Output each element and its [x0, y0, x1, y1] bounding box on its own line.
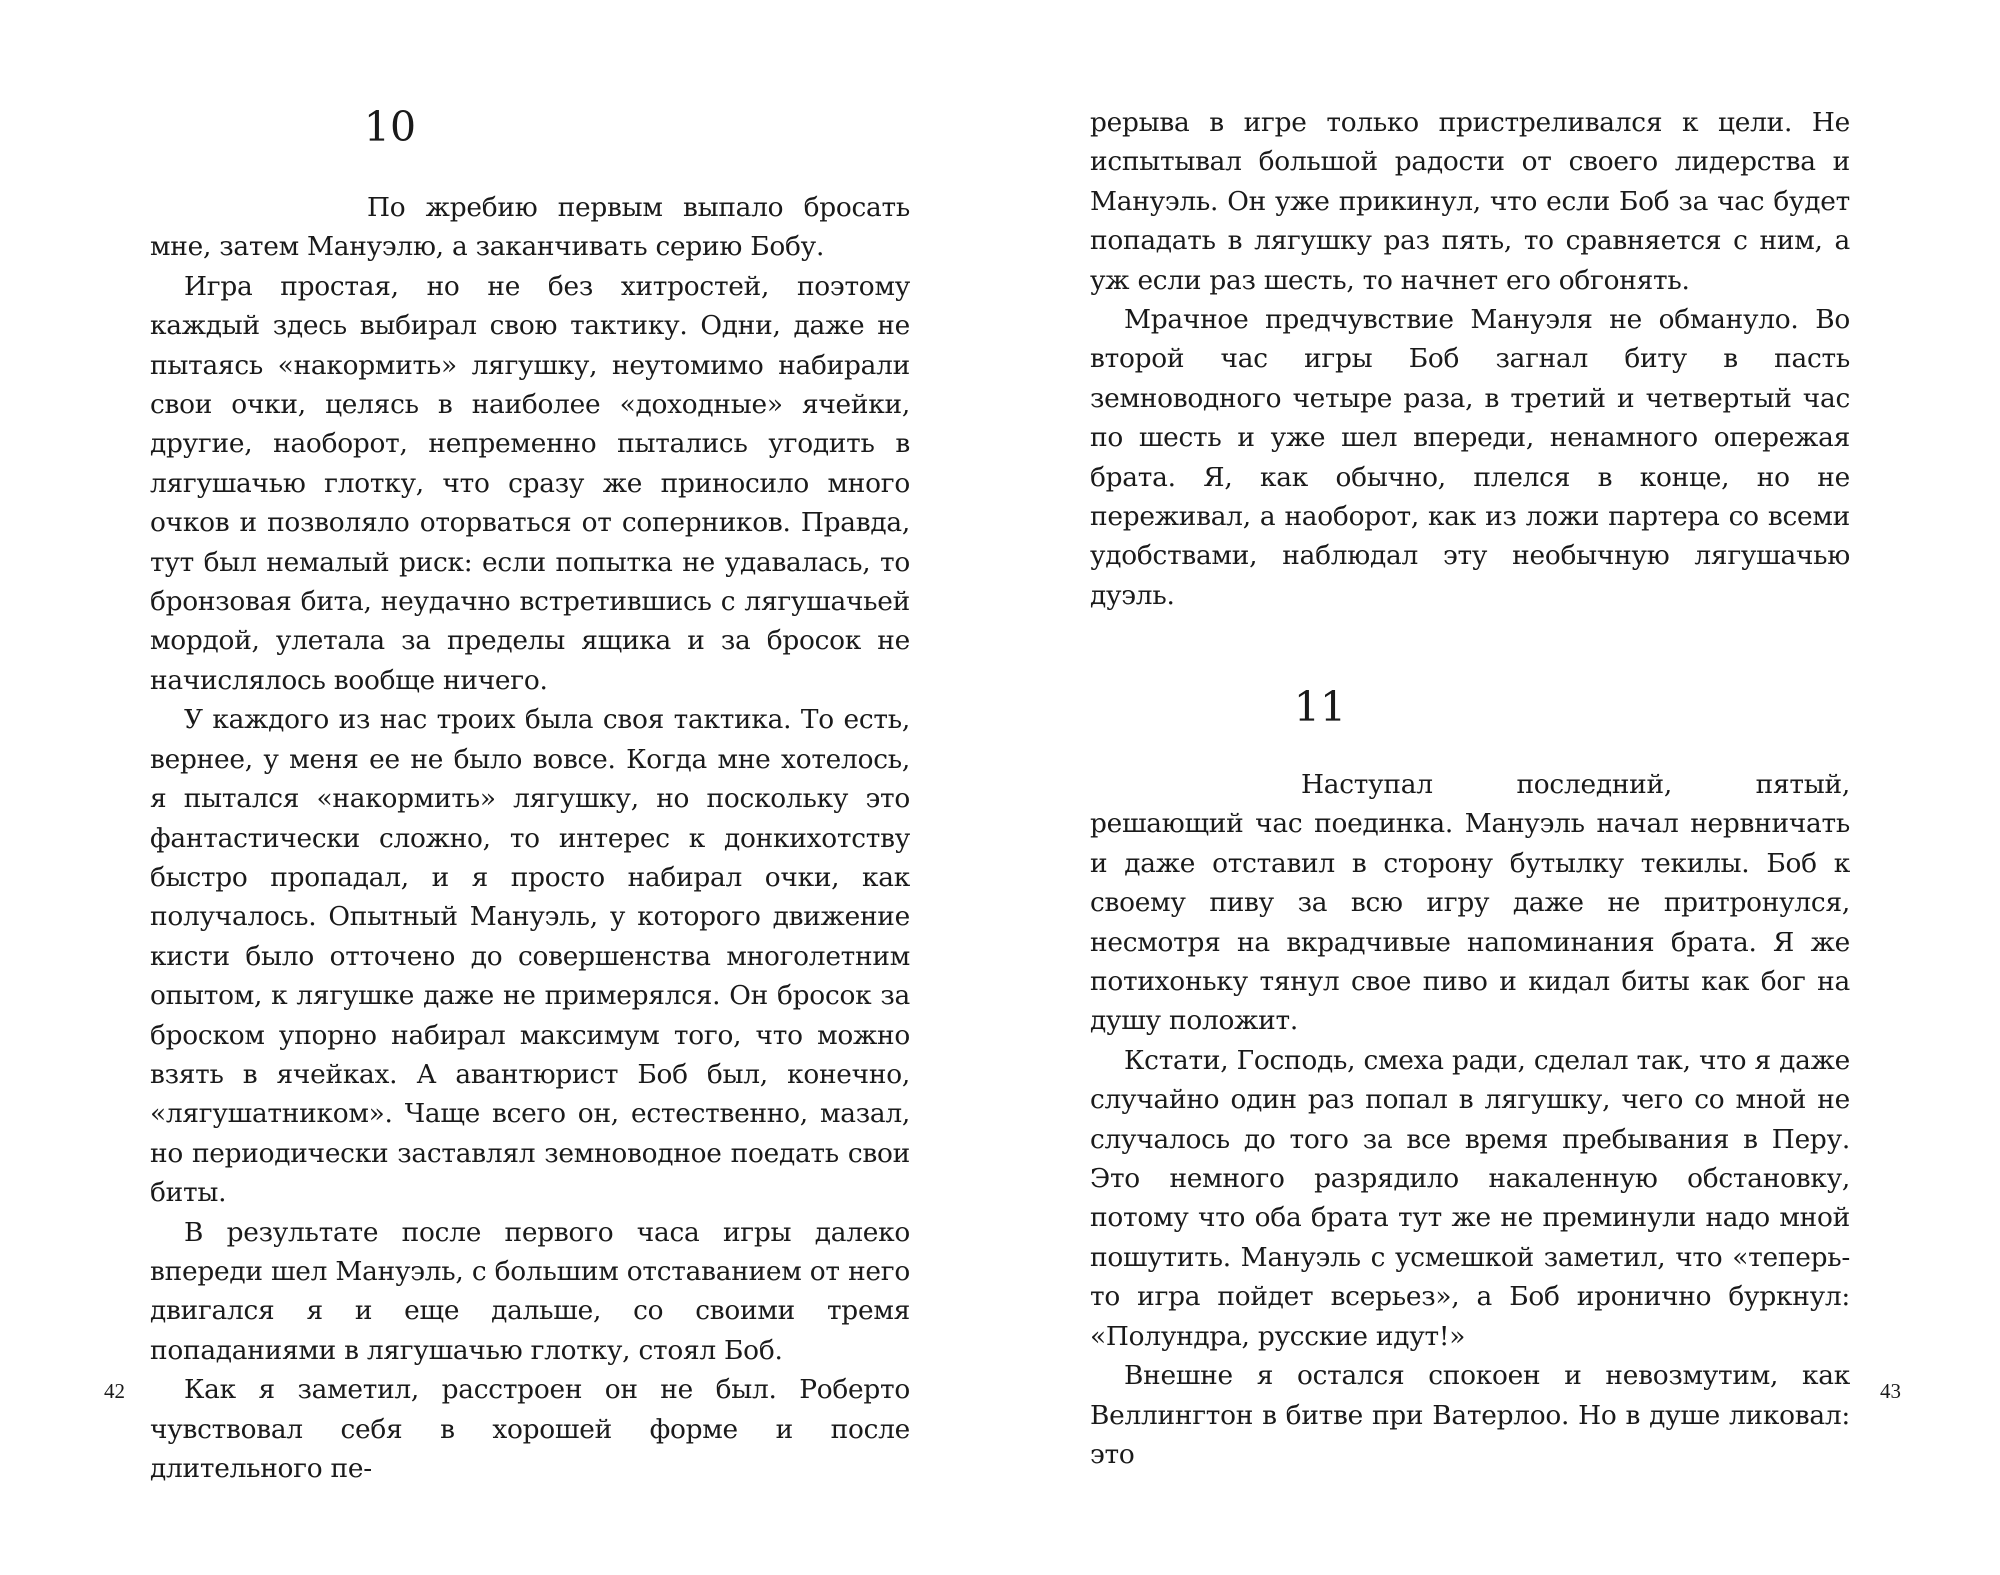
paragraph: Мрачное предчувствие Мануэля не обмануло. Во второй час игры Боб загнал биту в пасть земноводного четыре раза, в третий и четвертый час по шесть и уже шел впереди, ненамного опережая брата. Я, как обычно, плелся в конце, но не переживал, а наоборот, как из ложи партера со всеми удобствами, наблюдал эту необычную лягушачью дуэль.	[1090, 304, 1850, 611]
page-number-left: 42	[104, 1379, 125, 1403]
paragraph: В результате после первого часа игры далеко впереди шел Мануэль, с большим отставанием от него двигался я и еще дальше, со своими тремя попаданиями в лягушачью глотку, стоял Боб.	[150, 1216, 910, 1366]
paragraph: Игра простая, но не без хитростей, поэтому каждый здесь выбирал свою тактику. Одни, даже не пытаясь «накормить» лягушку, неутомимо набирали свои очки, целясь в наиболее «доходные» ячейки, другие, наоборот, непременно пытались угодить в лягушачью глотку, что сразу же приносило много очков и позволяло оторваться от соперников. Правда, тут был немалый риск: если попытка не удавалась, то бронзовая бита, неудачно встретившись с лягушачьей мордой, улетала за пределы ящика и за бросок не начислялось вообще ничего.	[150, 270, 910, 696]
page-number-right: 43	[1880, 1379, 1901, 1403]
paragraph: Как я заметил, расстроен он не был. Роберто чувствовал себя в хорошей форме и после длительного пе-	[150, 1374, 910, 1484]
paragraph: По жребию первым выпало бросать мне, затем Мануэлю, а заканчивать серию Бобу.	[150, 192, 910, 263]
right-page-text-ch11	[1090, 765, 1850, 1474]
chapter-number-11: 11	[1293, 683, 1347, 731]
paragraph: У каждого из нас троих была своя тактика. То есть, вернее, у меня ее не было вовсе. Когда мне хотелось, я пытался «накормить» лягушку, но поскольку это фантастически сложно, то интерес к донкихотству быстро пропадал, и я просто набирал очки, как получалось. Опытный Мануэль, у которого движение кисти было отточено до совершенства многолетним опытом, к лягушке даже не примерялся. Он бросок за броском упорно набирал максимум того, что можно взять в ячейках. А авантюрист Боб был, конечно, «лягушатником». Чаще всего он, естественно, мазал, но периодически заставлял земноводное поедать свои биты.	[150, 704, 910, 1209]
left-page-text	[150, 188, 910, 1488]
paragraph: Внешне я остался спокоен и невозмутим, как Веллингтон в битве при Ватерлоо. Но в душе ликовал: это	[1090, 1360, 1850, 1470]
right-page-text-ch10	[1090, 103, 1850, 615]
chapter-number-10: 10	[363, 103, 417, 151]
paragraph: Наступал последний, пятый, решающий час поединка. Мануэль начал нервничать и даже отставил в сторону бутылку текилы. Боб к своему пиву за всю игру даже не притронулся, несмотря на вкрадчивые напоминания брата. Я же потихоньку тянул свое пиво и кидал биты как бог на душу положит.	[1090, 769, 1850, 1037]
paragraph: Кстати, Господь, смеха ради, сделал так, что я даже случайно один раз попал в лягушку, чего со мной не случалось до того за все время пребывания в Перу. Это немного разрядило накаленную обстановку, потому что оба брата тут же не преминули надо мной пошутить. Мануэль с усмешкой заметил, что «теперь-то игра пойдет всерьез», а Боб иронично буркнул: «Полундра, русские идут!»	[1090, 1044, 1850, 1352]
paragraph-continuation: рерыва в игре только пристреливался к цели. Не испытывал большой радости от своего лидерства и Мануэль. Он уже прикинул, что если Боб за час будет попадать в лягушку раз пять, то сравняется с ним, а уж если раз шесть, то начнет его обгонять.	[1090, 107, 1850, 296]
